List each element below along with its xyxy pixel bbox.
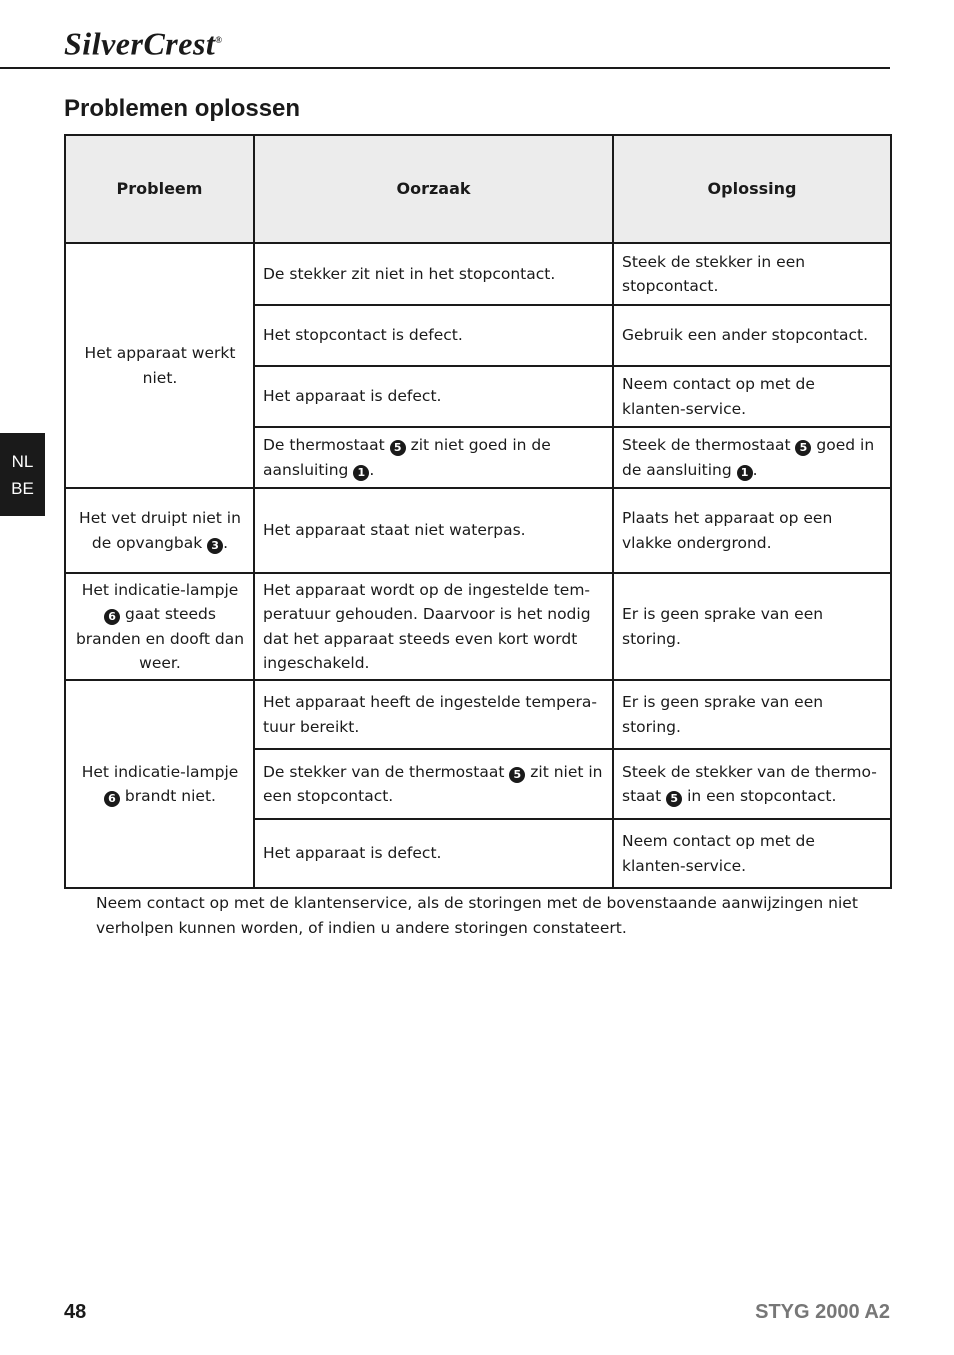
cell-text: Het apparaat wordt op de ingestelde tem-peratuur gehouden. Daarvoor is het nodig dat het apparaat steeds even kort wordt ingeschakeld. xyxy=(263,580,591,672)
cell-text: Het apparaat is defect. xyxy=(263,844,442,863)
cell-text: Neem contact op met de klanten-service. xyxy=(622,375,815,418)
cause-cell xyxy=(254,427,613,488)
table-row xyxy=(65,243,891,305)
solution-cell xyxy=(613,573,891,680)
cell-text: Het stopcontact is defect. xyxy=(263,326,463,345)
silvercrest-logo xyxy=(64,20,223,64)
model-number: STYG 2000 A2 xyxy=(755,1301,890,1323)
problem-cell xyxy=(65,243,254,488)
table-row xyxy=(65,573,891,680)
page-title: Problemen oplossen xyxy=(64,95,301,122)
brand-name: SilverCrest xyxy=(64,25,216,62)
language-code-nl: NL xyxy=(11,451,34,471)
solution-cell xyxy=(613,488,891,573)
cell-text: De stekker zit niet in het stopcontact. xyxy=(263,264,556,283)
cell-text: gaat steeds branden en dooft dan weer. xyxy=(75,605,245,672)
cell-text: Het vet druipt niet in de opvangbak xyxy=(79,509,241,552)
cell-text: Het apparaat werkt niet. xyxy=(84,344,236,387)
header-problem: Probleem xyxy=(65,135,254,243)
cause-cell xyxy=(254,305,613,366)
cell-text: Steek de thermostaat xyxy=(622,436,796,454)
header-rule xyxy=(0,67,890,69)
registered-mark: ® xyxy=(215,35,223,45)
cell-text: Steek de stekker van de thermo-staat xyxy=(622,762,877,805)
problem-cell xyxy=(65,573,254,680)
cell-text: in een stopcontact. xyxy=(682,787,837,805)
cause-cell xyxy=(254,573,613,680)
cell-text: Het indicatie-lampje xyxy=(81,580,239,599)
solution-cell xyxy=(613,366,891,427)
header-cause: Oorzaak xyxy=(254,135,613,243)
cell-text: . xyxy=(752,460,758,479)
cell-text: Het indicatie-lampje xyxy=(81,762,239,781)
reference-number-badge: 5 xyxy=(666,791,682,807)
problem-cell xyxy=(65,488,254,573)
table-row xyxy=(65,680,891,749)
cell-text: Het apparaat heeft de ingestelde tempera-tuur bereikt. xyxy=(263,693,597,736)
solution-cell xyxy=(613,749,891,819)
cell-text: Er is geen sprake van een storing. xyxy=(622,605,824,648)
reference-number-badge: 5 xyxy=(795,440,811,456)
page-number: 48 xyxy=(64,1301,87,1323)
cell-text: . xyxy=(369,460,375,479)
problem-cell xyxy=(65,680,254,888)
cell-text: brandt niet. xyxy=(120,787,216,805)
solution-cell xyxy=(613,819,891,888)
troubleshooting-table xyxy=(64,134,892,889)
language-tab xyxy=(0,433,45,516)
cell-text: Het apparaat staat niet waterpas. xyxy=(263,521,526,540)
cell-text: goed in de aansluiting xyxy=(622,436,875,479)
service-note: Neem contact op met de klantenservice, als de storingen met de bovenstaande aanwijzingen niet verholpen kunnen worden, of indien u andere storingen constateert. xyxy=(96,894,858,937)
cell-text: De thermostaat xyxy=(263,436,390,454)
cell-text: Neem contact op met de klanten-service. xyxy=(622,832,815,875)
cause-cell xyxy=(254,488,613,573)
cause-cell xyxy=(254,819,613,888)
table-header-row xyxy=(65,135,891,243)
reference-number-badge: 5 xyxy=(509,767,525,783)
cause-cell xyxy=(254,749,613,819)
cause-cell xyxy=(254,366,613,427)
reference-number-badge: 5 xyxy=(390,440,406,456)
reference-number-badge: 1 xyxy=(353,465,369,481)
solution-cell xyxy=(613,305,891,366)
cell-text: De stekker van de thermostaat xyxy=(263,762,510,781)
cause-cell xyxy=(254,243,613,305)
cause-cell xyxy=(254,680,613,749)
table-body xyxy=(65,243,891,888)
cell-text: Plaats het apparaat op een vlakke ondergrond. xyxy=(622,509,833,552)
table-row xyxy=(65,488,891,573)
reference-number-badge: 1 xyxy=(737,465,753,481)
cell-text: Er is geen sprake van een storing. xyxy=(622,693,824,736)
header-solution: Oplossing xyxy=(613,135,891,243)
cell-text: Gebruik een ander stopcontact. xyxy=(622,326,869,345)
reference-number-badge: 6 xyxy=(104,609,120,625)
solution-cell xyxy=(613,680,891,749)
reference-number-badge: 3 xyxy=(207,538,223,554)
cell-text: zit niet goed in de aansluiting xyxy=(263,436,551,479)
cell-text: Steek de stekker in een stopcontact. xyxy=(622,252,806,295)
cell-text: . xyxy=(223,533,229,552)
cell-text: Het apparaat is defect. xyxy=(263,387,442,406)
reference-number-badge: 6 xyxy=(104,791,120,807)
solution-cell xyxy=(613,243,891,305)
cell-text: zit niet in een stopcontact. xyxy=(263,762,603,805)
language-code-be: BE xyxy=(11,478,34,498)
solution-cell xyxy=(613,427,891,488)
